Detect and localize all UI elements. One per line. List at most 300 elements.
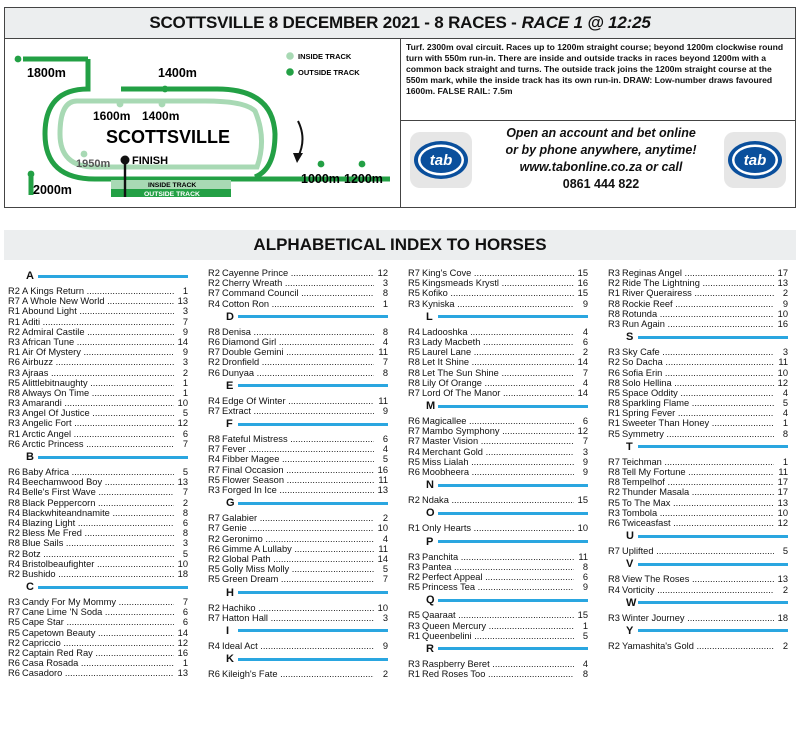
section-divider: [638, 336, 788, 339]
section-header: [408, 507, 588, 519]
horse-row: [608, 518, 788, 528]
saddle-number: 14: [577, 357, 588, 368]
section-letter: M: [426, 400, 436, 413]
horse-row: [8, 306, 188, 316]
horse-row: [208, 534, 388, 544]
horse-name: Rotunda .....: [622, 309, 774, 319]
section-header: [8, 581, 188, 593]
horse-name: Lily Of Orange .....: [422, 378, 574, 388]
race-number: R2: [208, 553, 220, 564]
section-header: [608, 530, 788, 542]
ad-phone[interactable]: 0861 444 822: [562, 177, 640, 191]
saddle-number: 11: [378, 543, 388, 554]
horse-name: Extract .....: [222, 406, 374, 416]
horse-name: Symmetry .....: [622, 429, 774, 439]
race-number: R3: [408, 658, 420, 669]
horse-row: [408, 426, 588, 436]
horse-row: [208, 475, 388, 485]
horse-name: Magicallee .....: [422, 416, 574, 426]
saddle-number: 17: [777, 268, 788, 278]
race-number: R3: [408, 551, 420, 562]
index-column-2: [208, 268, 388, 681]
horse-row: [208, 454, 388, 464]
saddle-number: 6: [182, 428, 188, 439]
saddle-number: 9: [582, 467, 588, 477]
section-letter: L: [426, 310, 433, 323]
direction-arrow: [298, 121, 303, 157]
horse-row: [8, 518, 188, 528]
race-number: R1: [408, 630, 420, 641]
race-number: R3: [8, 597, 20, 608]
track-diagram: [5, 39, 400, 208]
horse-row: [608, 357, 788, 367]
saddle-number: 2: [782, 640, 788, 651]
race-number: R8: [408, 357, 420, 368]
saddle-number: 11: [378, 395, 388, 406]
saddle-number: 4: [782, 408, 788, 419]
horse-row: [608, 467, 788, 477]
index-section: [408, 594, 588, 641]
section-header: [608, 597, 788, 609]
horse-name: King's Cove .....: [422, 268, 574, 278]
tab-advert[interactable]: [401, 121, 795, 208]
horse-row: [608, 368, 788, 378]
horse-name: Green Dream .....: [222, 574, 374, 584]
saddle-number: 2: [182, 367, 188, 378]
label-inside-track: INSIDE TRACK: [148, 182, 197, 189]
saddle-number: 15: [577, 610, 588, 621]
section-letter: H: [226, 586, 234, 599]
saddle-number: 14: [177, 627, 188, 638]
race-number: R5: [208, 474, 220, 485]
horse-row: [8, 467, 188, 477]
saddle-number: 5: [382, 454, 388, 465]
saddle-number: 11: [378, 474, 388, 485]
horse-name: Arctic Angel .....: [22, 429, 174, 439]
horse-row: [8, 477, 188, 487]
horse-name: Alittlebitnaughty .....: [22, 378, 174, 388]
horse-name: Bristolbeaufighter .....: [22, 559, 174, 569]
race-number: R4: [208, 640, 220, 651]
race-number: R5: [408, 456, 420, 467]
saddle-number: 12: [577, 426, 588, 437]
horse-name: Dronfield .....: [222, 357, 374, 367]
saddle-number: 11: [778, 357, 788, 368]
section-letter: I: [226, 624, 230, 637]
saddle-number: 15: [577, 495, 588, 506]
horse-row: [208, 603, 388, 613]
horse-name: Master Vision .....: [422, 436, 574, 446]
horse-row: [408, 299, 588, 309]
index-title: ALPHABETICAL INDEX TO HORSES: [4, 230, 796, 260]
saddle-number: 18: [177, 568, 188, 579]
horse-name: A Kings Return .....: [22, 286, 174, 296]
horse-name: Denisa .....: [222, 327, 374, 337]
section-divider: [38, 456, 188, 459]
section-letter: B: [26, 451, 34, 463]
horse-row: [8, 617, 188, 627]
saddle-number: 3: [182, 538, 188, 549]
horse-name: Diamond Girl .....: [222, 337, 374, 347]
race-number: R3: [208, 485, 220, 495]
saddle-number: 10: [777, 507, 788, 518]
saddle-number: 5: [382, 564, 388, 575]
horse-row: [208, 288, 388, 298]
horse-row: [208, 574, 388, 584]
index-section: [408, 536, 588, 593]
saddle-number: 5: [182, 548, 188, 559]
index-section: [208, 418, 388, 495]
horse-row: [208, 554, 388, 564]
track-description: Turf. 2300m oval circuit. Races up to 1200m straight course; beyond 1200m clockwise round turn with 550m run-in. There are inside and outside tracks in races beyond 1200m with a common back straight and turns. The outside track joins the 1200m straight course at the 550m mark, while the inside track has its own run-in. DRAW: Low-number draws favoured 1600m. FALSE RAIL: 7.5m: [401, 39, 795, 121]
section-header: [8, 270, 188, 282]
index-section: [608, 597, 788, 623]
saddle-number: 1: [782, 456, 788, 467]
index-section: [608, 331, 788, 439]
race-number: R7: [408, 387, 420, 398]
horse-row: [608, 408, 788, 418]
saddle-number: 3: [382, 612, 388, 623]
horse-name: Airbuzz .....: [22, 357, 174, 367]
section-header: [608, 441, 788, 453]
section-header: [408, 311, 588, 323]
horse-row: [208, 465, 388, 475]
horse-name: Casa Rosada .....: [22, 658, 174, 668]
section-letter: O: [426, 507, 435, 520]
section-divider: [238, 315, 388, 318]
race-number: R2: [8, 548, 20, 559]
index-section: [8, 451, 188, 579]
race-number: R5: [408, 582, 420, 593]
horse-row: [608, 487, 788, 497]
saddle-number: 13: [777, 497, 788, 508]
saddle-number: 10: [177, 398, 188, 409]
race-number: R2: [408, 495, 420, 506]
index-section: [408, 479, 588, 505]
horse-row: [408, 337, 588, 347]
saddle-number: 13: [777, 574, 788, 585]
horse-name: Red Roses Too .....: [422, 669, 574, 679]
saddle-number: 3: [182, 306, 188, 317]
ad-line-1: Open an account and bet online: [506, 126, 696, 140]
saddle-number: 9: [182, 347, 188, 358]
horse-row: [8, 538, 188, 548]
saddle-number: 2: [782, 288, 788, 299]
saddle-number: 4: [382, 533, 388, 544]
horse-name: Thunder Masala .....: [622, 487, 774, 497]
race-number: R6: [408, 416, 420, 427]
index-section: [408, 507, 588, 533]
race-number: R6: [408, 467, 420, 477]
race-number: R4: [8, 558, 20, 569]
legend-inside-track: INSIDE TRACK: [298, 52, 352, 61]
horse-name: Flower Season .....: [222, 475, 374, 485]
horse-name: Gimme A Lullaby .....: [222, 544, 374, 554]
horse-row: [608, 574, 788, 584]
horse-row: [608, 398, 788, 408]
race-number: R1: [8, 316, 20, 327]
saddle-number: 7: [382, 357, 388, 368]
saddle-number: 10: [377, 602, 388, 613]
horse-row: [208, 327, 388, 337]
race-title-race: RACE 1 @ 12:25: [521, 13, 651, 32]
saddle-number: 12: [177, 637, 188, 648]
saddle-number: 7: [582, 367, 588, 378]
horse-name: Fibber Magee .....: [222, 454, 374, 464]
section-divider: [238, 658, 388, 661]
horse-name: Lord Of The Manor .....: [422, 388, 574, 398]
section-divider: [438, 647, 588, 650]
section-letter: U: [626, 530, 634, 543]
horse-name: Kyniska .....: [422, 299, 574, 309]
saddle-number: 9: [582, 456, 588, 467]
race-number: R6: [208, 367, 220, 378]
saddle-number: 15: [577, 268, 588, 278]
saddle-number: 18: [777, 612, 788, 623]
race-number: R1: [408, 669, 420, 680]
horse-row: [208, 564, 388, 574]
race-number: R6: [8, 658, 20, 669]
horse-row: [8, 508, 188, 518]
horse-name: Let The Sun Shine .....: [422, 368, 574, 378]
race-number: R2: [8, 286, 20, 296]
ad-line-3[interactable]: www.tabonline.co.za or call: [519, 160, 683, 174]
race-number: R3: [408, 561, 420, 572]
saddle-number: 10: [377, 523, 388, 534]
saddle-number: 1: [182, 377, 188, 388]
race-number: R8: [8, 497, 20, 508]
race-number: R6: [208, 336, 220, 347]
index-section: [208, 311, 388, 378]
saddle-number: 4: [582, 658, 588, 669]
race-number: R3: [8, 398, 20, 409]
horse-row: [408, 368, 588, 378]
race-number: R6: [608, 517, 620, 528]
index-section: [208, 497, 388, 584]
horse-row: [8, 378, 188, 388]
race-number: R6: [608, 367, 620, 378]
horse-row: [608, 457, 788, 467]
race-number: R7: [208, 612, 220, 623]
tab-logo-text: tab: [743, 152, 767, 169]
section-header: [408, 400, 588, 412]
section-divider: [238, 423, 388, 426]
label-1000m: 1000m: [301, 172, 340, 186]
saddle-number: 6: [582, 416, 588, 427]
horse-name: Abound Light .....: [22, 306, 174, 316]
index-section: [608, 441, 788, 528]
section-divider: [438, 315, 588, 318]
horse-name: Laurel Lane .....: [422, 347, 574, 357]
horse-row: [8, 327, 188, 337]
race-number: R7: [208, 288, 220, 299]
index-section: [208, 625, 388, 651]
race-number: R2: [208, 268, 220, 278]
horse-row: [208, 278, 388, 288]
index-section: [208, 380, 388, 416]
race-number: R5: [408, 610, 420, 621]
section-divider: [38, 586, 188, 589]
race-number: R5: [608, 387, 620, 398]
saddle-number: 13: [377, 485, 388, 495]
race-number: R2: [408, 571, 420, 582]
horse-row: [608, 347, 788, 357]
race-number: R7: [208, 347, 220, 358]
horse-name: A Whole New World .....: [22, 296, 174, 306]
horse-row: [8, 607, 188, 617]
race-number: R8: [608, 377, 620, 388]
race-number: R1: [8, 428, 20, 439]
section-header: [408, 643, 588, 655]
race-number: R1: [8, 347, 20, 358]
saddle-number: 5: [582, 630, 588, 641]
race-number: R5: [408, 288, 420, 299]
horse-name: Aditi .....: [22, 317, 174, 327]
horse-row: [208, 299, 388, 309]
label-1800m: 1800m: [27, 66, 66, 80]
horse-row: [8, 638, 188, 648]
saddle-number: 8: [582, 669, 588, 680]
saddle-number: 2: [782, 584, 788, 595]
saddle-number: 7: [182, 487, 188, 498]
race-number: R7: [8, 607, 20, 618]
index-section: [208, 587, 388, 623]
index-section: [608, 558, 788, 594]
horse-name: Bless Me Fred .....: [22, 528, 174, 538]
race-number: R1: [608, 408, 620, 419]
saddle-number: 5: [182, 467, 188, 477]
saddle-number: 13: [777, 278, 788, 289]
saddle-number: 7: [382, 574, 388, 585]
horse-row: [8, 528, 188, 538]
horse-row: [208, 523, 388, 533]
race-header: [4, 7, 796, 208]
horse-row: [8, 549, 188, 559]
section-header: [408, 479, 588, 491]
saddle-number: 8: [382, 326, 388, 337]
horse-name: Only Hearts .....: [422, 523, 574, 533]
horse-name: Angelic Fort .....: [22, 418, 174, 428]
horse-name: Command Council .....: [222, 288, 374, 298]
horse-name: African Tune .....: [22, 337, 174, 347]
horse-name: Twiceasfast .....: [622, 518, 774, 528]
race-number: R2: [208, 357, 220, 368]
horse-row: [608, 613, 788, 623]
horse-row: [608, 429, 788, 439]
race-number: R7: [608, 546, 620, 557]
saddle-number: 3: [782, 347, 788, 358]
horse-row: [208, 337, 388, 347]
horse-row: [408, 416, 588, 426]
saddle-number: 2: [182, 497, 188, 508]
horse-name: Tempelhof .....: [622, 477, 774, 487]
horse-name: Final Occasion .....: [222, 465, 374, 475]
horse-name: Candy For My Mommy .....: [22, 597, 174, 607]
index-section: [408, 400, 588, 477]
saddle-number: 11: [378, 347, 388, 358]
saddle-number: 8: [182, 528, 188, 539]
horse-name: Run Again .....: [622, 319, 774, 329]
horse-row: [608, 378, 788, 388]
section-divider: [438, 484, 588, 487]
section-header: [608, 558, 788, 570]
horse-row: [8, 569, 188, 579]
horse-name: Merchant Gold .....: [422, 447, 574, 457]
index-column-3: [408, 268, 588, 681]
race-number: R6: [208, 669, 220, 680]
race-number: R5: [408, 278, 420, 289]
saddle-number: 3: [582, 446, 588, 457]
horse-name: Pantea .....: [422, 562, 574, 572]
ad-copy: [481, 125, 721, 193]
race-number: R7: [408, 436, 420, 447]
tab-logo-left: [409, 131, 473, 189]
saddle-number: 1: [182, 387, 188, 398]
saddle-number: 4: [582, 326, 588, 337]
section-header: [208, 380, 388, 392]
race-number: R2: [208, 602, 220, 613]
section-letter: D: [226, 310, 234, 323]
horse-row: [208, 485, 388, 495]
race-title: [5, 8, 795, 39]
race-number: R2: [608, 640, 620, 651]
saddle-number: 2: [382, 669, 388, 680]
race-number: R4: [208, 454, 220, 465]
race-number: R7: [208, 464, 220, 475]
horse-name: Arctic Princess .....: [22, 439, 174, 449]
race-number: R8: [208, 326, 220, 337]
race-number: R2: [8, 568, 20, 579]
tab-logo-right: [723, 131, 787, 189]
race-number: R2: [8, 528, 20, 539]
horse-name: Sweeter Than Honey .....: [622, 418, 774, 428]
saddle-number: 12: [377, 268, 388, 278]
section-letter: E: [226, 379, 234, 392]
saddle-number: 8: [182, 507, 188, 518]
horse-row: [408, 659, 588, 669]
race-title-main: SCOTTSVILLE 8 DECEMBER 2021 - 8 RACES -: [149, 13, 517, 32]
horse-name: Golly Miss Molly .....: [222, 564, 374, 574]
section-letter: W: [626, 596, 637, 609]
horse-row: [608, 319, 788, 329]
index-section: [8, 581, 188, 679]
section-divider: [238, 384, 388, 387]
race-number: R2: [608, 278, 620, 289]
horse-name: Qaaraat .....: [422, 610, 574, 620]
section-letter: G: [226, 497, 235, 510]
section-header: [608, 625, 788, 637]
saddle-number: 1: [182, 286, 188, 296]
saddle-number: 6: [582, 336, 588, 347]
race-number: R1: [8, 306, 20, 317]
race-number: R5: [8, 617, 20, 628]
race-number: R4: [408, 326, 420, 337]
horse-row: [608, 299, 788, 309]
section-letter: R: [426, 642, 434, 655]
horse-row: [608, 268, 788, 278]
horse-name: Sparkling Flame .....: [622, 398, 774, 408]
race-number: R8: [8, 387, 20, 398]
section-divider: [438, 512, 588, 515]
saddle-number: 16: [577, 278, 588, 289]
section-header: [208, 311, 388, 323]
saddle-number: 3: [382, 278, 388, 289]
race-number: R6: [208, 543, 220, 554]
section-header: [208, 418, 388, 430]
saddle-number: 12: [177, 418, 188, 429]
saddle-number: 14: [377, 553, 388, 564]
race-number: R2: [208, 278, 220, 289]
